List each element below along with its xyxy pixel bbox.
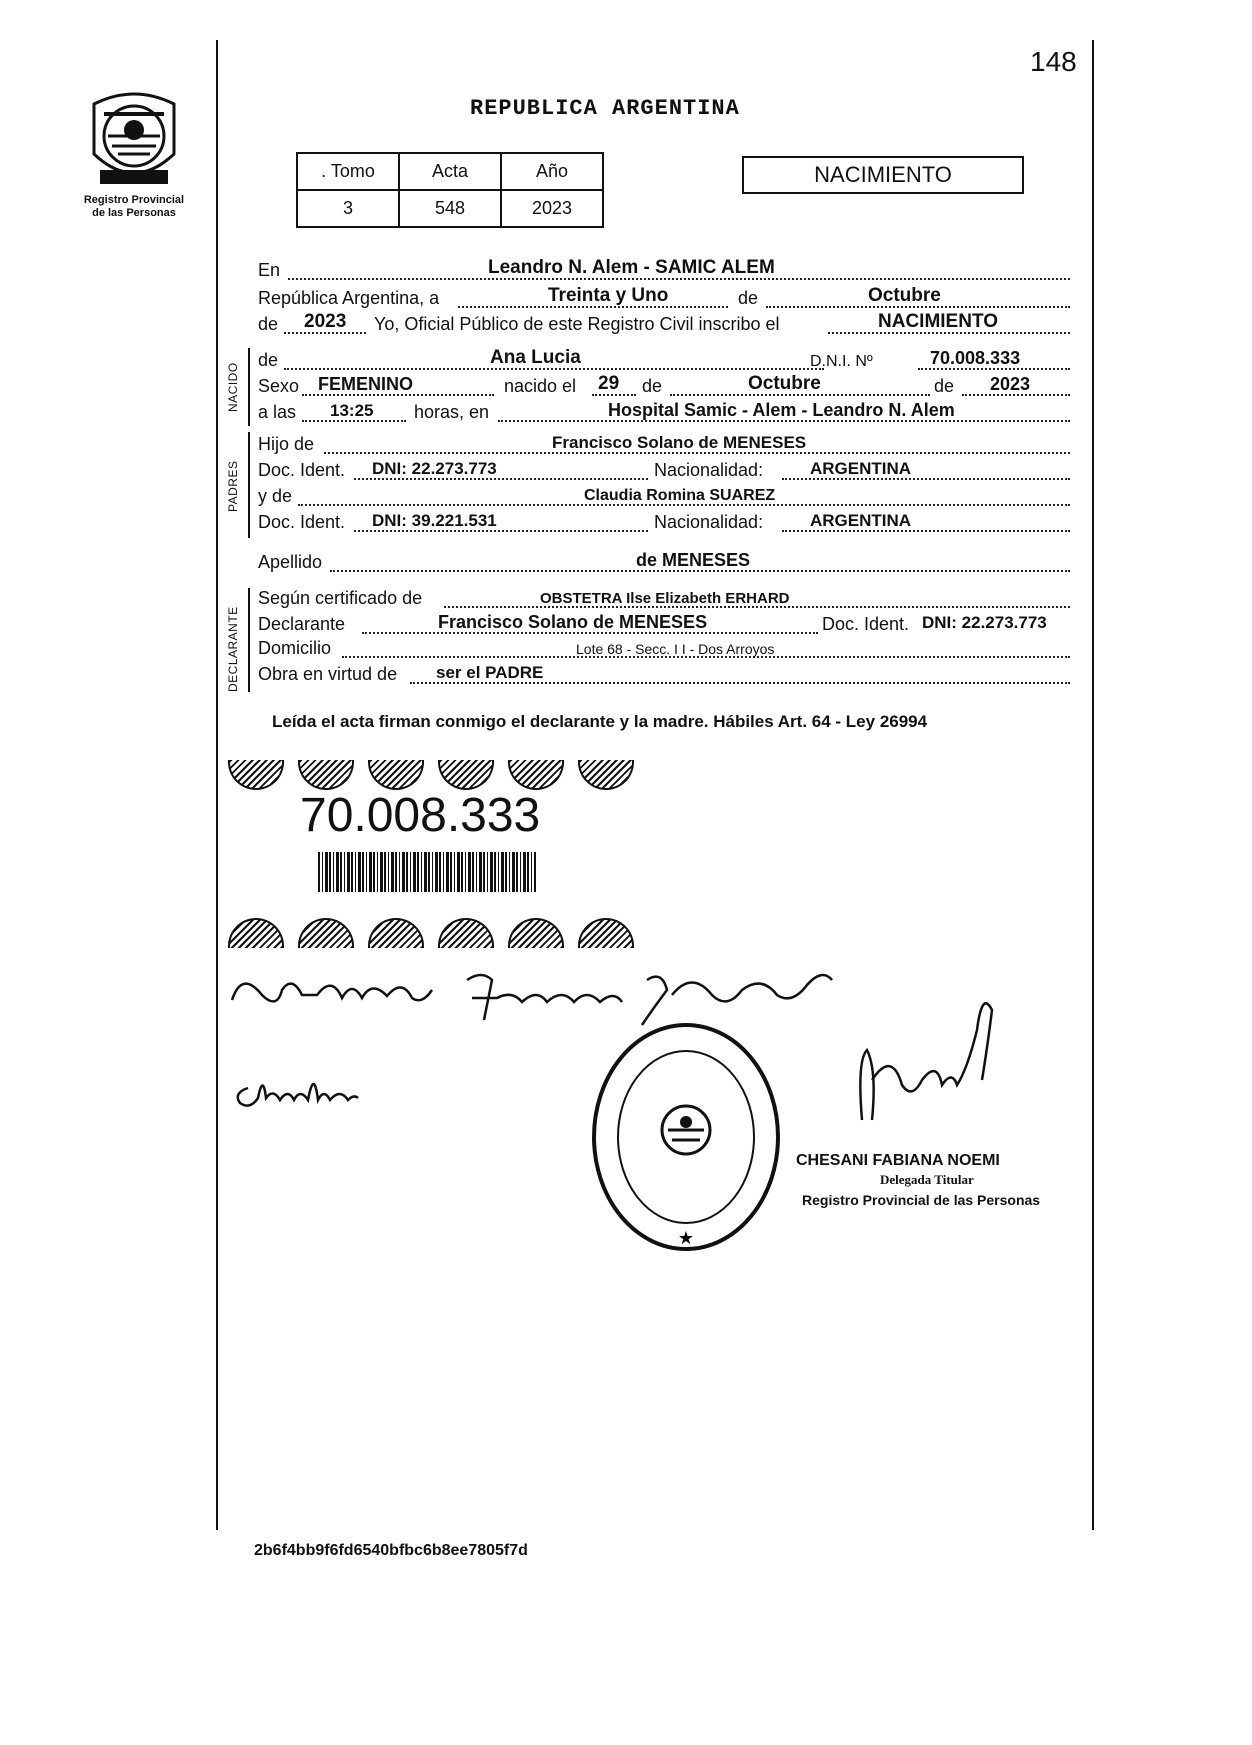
official-org: Registro Provincial de las Personas bbox=[802, 1192, 1041, 1208]
table-header: . Tomo bbox=[297, 153, 399, 190]
a-las-label: a las bbox=[258, 402, 297, 422]
father-name-value: Francisco Solano de MENESES bbox=[552, 433, 807, 452]
apellido-value: de MENESES bbox=[636, 550, 751, 570]
birth-day-value: 29 bbox=[598, 373, 620, 394]
y-de-label: y de bbox=[258, 486, 293, 506]
cert-value: OBSTETRA Ilse Elizabeth ERHARD bbox=[540, 590, 790, 607]
stamp-number: 70.008.333 bbox=[300, 789, 541, 842]
declarante-label: Declarante bbox=[258, 614, 346, 634]
nacionalidad-label: Nacionalidad: bbox=[654, 512, 764, 532]
hijo-label: Hijo de bbox=[258, 434, 315, 454]
declarante-bracket bbox=[248, 588, 250, 692]
provincial-logo bbox=[80, 84, 188, 192]
apellido-label: Apellido bbox=[258, 552, 323, 572]
mother-signature bbox=[228, 1058, 368, 1114]
doc-label: Doc. Ident. bbox=[258, 512, 346, 532]
dni-label: D.N.I. Nº bbox=[810, 353, 873, 370]
nacido-side-label: NACIDO bbox=[226, 362, 240, 412]
inscribe-value: NACIMIENTO bbox=[878, 311, 998, 332]
doc-label: Doc. Ident. bbox=[822, 614, 910, 634]
row-mother-doc bbox=[258, 508, 1070, 536]
register-table bbox=[296, 152, 604, 228]
row-father bbox=[258, 430, 1070, 458]
mother-nationality-value: ARGENTINA bbox=[810, 511, 912, 530]
father-nationality-value: ARGENTINA bbox=[810, 459, 912, 478]
year-value: 2023 bbox=[304, 311, 347, 332]
republica-label: República Argentina, a bbox=[258, 288, 440, 308]
dni-value: 70.008.333 bbox=[930, 348, 1021, 368]
row-date bbox=[258, 284, 1070, 312]
svg-text:★: ★ bbox=[677, 1228, 695, 1249]
day-text-value: Treinta y Uno bbox=[548, 285, 669, 306]
row-apellido bbox=[258, 548, 1070, 576]
de-label: de bbox=[738, 288, 759, 308]
table-cell: 3 bbox=[297, 190, 399, 227]
sexo-value: FEMENINO bbox=[318, 374, 414, 394]
logo-caption bbox=[62, 194, 206, 220]
logo-caption-line2: de las Personas bbox=[92, 207, 176, 219]
official-signature bbox=[842, 990, 1012, 1140]
row-domicilio bbox=[258, 634, 1070, 662]
stamp-bottom-band bbox=[228, 918, 668, 954]
row-obra bbox=[258, 660, 1070, 688]
obra-value: ser el PADRE bbox=[436, 663, 544, 682]
logo-caption-line1: Registro Provincial bbox=[83, 194, 185, 206]
table-header: Acta bbox=[399, 153, 501, 190]
row-official bbox=[258, 310, 1070, 338]
table-cell: 2023 bbox=[501, 190, 603, 227]
official-name: CHESANI FABIANA NOEMI bbox=[796, 1152, 1000, 1169]
official-text: Yo, Oficial Público de este Registro Civil inscribo el bbox=[374, 314, 780, 334]
doc-label: Doc. Ident. bbox=[258, 460, 346, 480]
mother-doc-value: DNI: 39.221.531 bbox=[372, 511, 497, 530]
obra-label: Obra en virtud de bbox=[258, 664, 398, 684]
mother-name-value: Claudia Romina SUAREZ bbox=[584, 487, 776, 504]
table-cell: 548 bbox=[399, 190, 501, 227]
closing-text: Leída el acta firman conmigo el declarante y la madre. Hábiles Art. 64 - Ley 26994 bbox=[272, 712, 928, 731]
barcode bbox=[318, 852, 536, 892]
registry-seal bbox=[588, 1018, 784, 1256]
left-border-line bbox=[216, 40, 218, 1530]
right-border-line bbox=[1092, 40, 1094, 1530]
horas-en-label: horas, en bbox=[414, 402, 490, 422]
domicilio-value: Lote 68 - Secc. I I - Dos Arroyos bbox=[576, 641, 775, 657]
row-mother bbox=[258, 482, 1070, 510]
act-type-box: NACIMIENTO bbox=[742, 156, 1024, 194]
row-en bbox=[258, 256, 1070, 284]
declarante-doc-value: DNI: 22.273.773 bbox=[922, 613, 1047, 632]
nacionalidad-label: Nacionalidad: bbox=[654, 460, 764, 480]
domicilio-label: Domicilio bbox=[258, 638, 332, 658]
birth-month-value: Octubre bbox=[748, 373, 821, 394]
document-hash: 2b6f4bb9f6fd6540bfbc6b8ee7805f7d bbox=[254, 1542, 528, 1559]
row-name bbox=[258, 346, 1070, 374]
row-sex bbox=[258, 372, 1070, 400]
en-label: En bbox=[258, 260, 281, 280]
row-hour bbox=[258, 398, 1070, 426]
padres-bracket bbox=[248, 432, 250, 538]
declarante-side-label: DECLARANTE bbox=[226, 606, 240, 692]
birth-place-value: Hospital Samic - Alem - Leandro N. Alem bbox=[608, 400, 955, 420]
padres-side-label: PADRES bbox=[226, 460, 240, 512]
de-label: de bbox=[258, 314, 279, 334]
row-cert bbox=[258, 584, 1070, 612]
de-label: de bbox=[934, 376, 955, 396]
cert-label: Según certificado de bbox=[258, 588, 423, 608]
month-value: Octubre bbox=[868, 285, 941, 306]
table-header: Año bbox=[501, 153, 603, 190]
father-doc-value: DNI: 22.273.773 bbox=[372, 459, 497, 478]
declarante-value: Francisco Solano de MENESES bbox=[438, 612, 708, 632]
de-label: de bbox=[258, 350, 279, 370]
official-role: Delegada Titular bbox=[880, 1172, 974, 1187]
row-father-doc bbox=[258, 456, 1070, 484]
de-label: de bbox=[642, 376, 663, 396]
sexo-label: Sexo bbox=[258, 376, 300, 396]
page-number: 148 bbox=[1030, 46, 1077, 77]
hour-value: 13:25 bbox=[330, 401, 374, 420]
place-value: Leandro N. Alem - SAMIC ALEM bbox=[488, 257, 775, 278]
nacido-el-label: nacido el bbox=[504, 376, 577, 396]
nacido-bracket bbox=[248, 348, 250, 426]
birth-year-value: 2023 bbox=[990, 374, 1031, 394]
name-value: Ana Lucia bbox=[490, 347, 581, 368]
country-title: REPUBLICA ARGENTINA bbox=[470, 96, 740, 121]
